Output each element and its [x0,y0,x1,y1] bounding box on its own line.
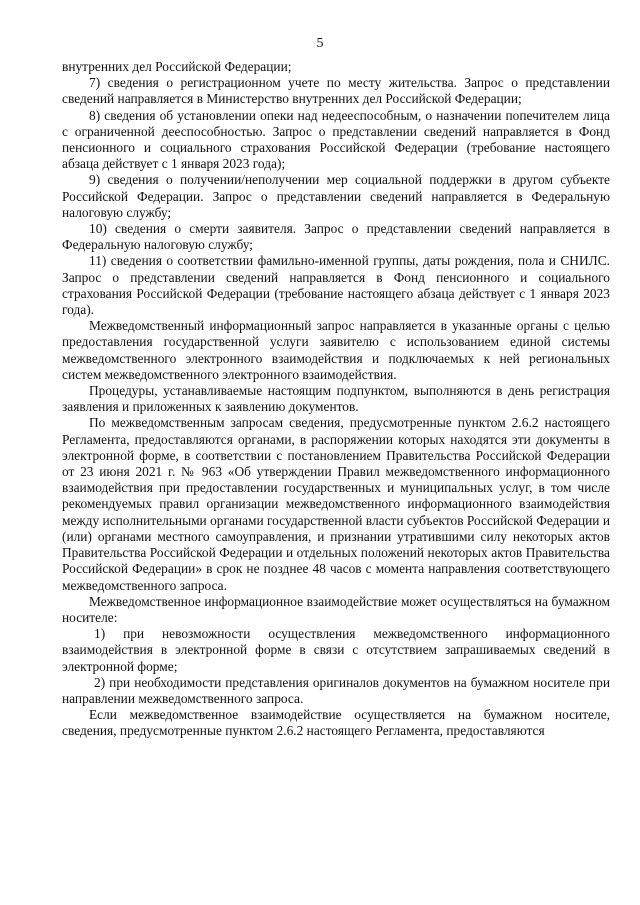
paragraph-paper-interaction: Межведомственное информационное взаимодействие может осуществляться на бумажном носителе: [62,593,610,625]
paragraph-interagency-responses: По межведомственным запросам сведения, предусмотренные пунктом 2.6.2 настоящего Регламента, предоставляются органами, в распоряжении которых находятся эти документы в электронной форме, в соответствии с постановлением Правительства Российской Федерации от 23 июня 2021 г. № 963 «Об утверждении Правил межведомственного информационного взаимодействия при предоставлении государственных и муниципальных услуг, в том числе рекомендуемых правил организации межведомственного информационного взаимодействия между исполнительными органами государственной власти субъектов Российской Федерации и (или) органами местного самоуправления, и признании утратившими силу некоторых актов Правительства Российской Федерации и отдельных положений некоторых актов Правительства Российской Федерации» в срок не позднее 48 часов с момента направления соответствующего межведомственного запроса. [62,415,610,593]
paragraph-continuation: внутренних дел Российской Федерации; [62,59,292,74]
document-body [62,59,610,740]
paragraph-interagency-request: Межведомственный информационный запрос направляется в указанные органы с целью предоставления государственной услуги заявителю с использованием единой системы межведомственного электронного взаимодействия и подключаемых к ней региональных систем межведомственного электронного взаимодействия. [62,318,610,382]
paragraph-procedures: Процедуры, устанавливаемые настоящим подпунктом, выполняются в день регистрация заявления и приложенных к заявлению документов. [62,383,610,415]
paragraph-paper-case-1: 1) при невозможности осуществления межведомственного информационного взаимодействия в электронной форме в связи с отсутствием запрашиваемых сведений в электронной форме; [62,626,610,674]
paragraph-item-8: 8) сведения об установлении опеки над недееспособным, о назначении попечителем лица с ограниченной дееспособностью. Запрос о представлении сведений направляется в Фонд пенсионного и социального страхования Российской Федерации (требование настоящего абзаца действует с 1 января 2023 года); [62,107,610,172]
paragraph-item-11: 11) сведения о соответствии фамильно-именной группы, даты рождения, пола и СНИЛС. Запрос о представлении сведений направляется в Фонд пенсионного и социального страхования Российской Федерации (требование настоящего абзаца действует с 1 января 2023 года). [62,253,610,318]
page-number: 5 [316,36,324,51]
paragraph-paper-case-2: 2) при необходимости представления оригиналов документов на бумажном носителе при направлении межведомственного запроса. [62,674,610,706]
paragraph-item-10: 10) сведения о смерти заявителя. Запрос о представлении сведений направляется в Федеральную налоговую службу; [62,221,610,253]
paragraph-item-7: 7) сведения о регистрационном учете по месту жительства. Запрос о представлении сведений направляется в Министерство внутренних дел Российской Федерации; [62,75,610,107]
paragraph-item-9: 9) сведения о получении/неполучении мер социальной поддержки в другом субъекте Российской Федерации. Запрос о представлении сведений направляется в Федеральную налоговую службу; [62,172,610,220]
paragraph-paper-provision: Если межведомственное взаимодействие осуществляется на бумажном носителе, сведения, предусмотренные пунктом 2.6.2 настоящего Регламента, предоставляются [62,707,610,739]
